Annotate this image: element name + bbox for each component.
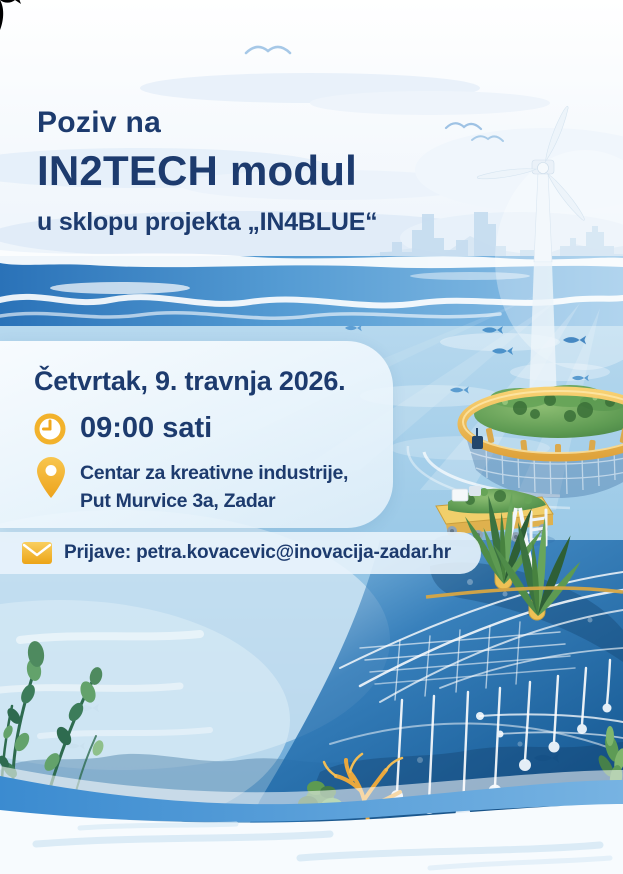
- title-line-3: u sklopu projekta „IN4BLUE“: [37, 207, 378, 236]
- event-location-line-1: Centar za kreativne industrije,: [80, 462, 349, 484]
- contact-strip: [0, 532, 481, 574]
- event-time-row: [34, 412, 393, 445]
- title-block: [37, 106, 378, 236]
- title-line-2: IN2TECH modul: [37, 146, 357, 194]
- title-line-1: Poziv na: [37, 106, 162, 139]
- envelope-icon: [22, 542, 52, 564]
- event-location: [80, 457, 348, 515]
- event-date: Četvrtak, 9. travnja 2026.: [34, 366, 346, 396]
- map-pin-icon: [37, 457, 65, 499]
- clock-icon: [34, 413, 66, 445]
- event-location-line-2: Put Murvice 3a, Zadar: [80, 490, 276, 512]
- event-location-row: [34, 457, 393, 515]
- contact-label: Prijave:: [64, 542, 132, 563]
- contact-email: petra.kovacevic@inovacija-zadar.hr: [136, 542, 451, 563]
- event-time: 09:00 sati: [80, 412, 213, 444]
- event-info-panel: [0, 341, 393, 528]
- contact-text: [64, 542, 451, 564]
